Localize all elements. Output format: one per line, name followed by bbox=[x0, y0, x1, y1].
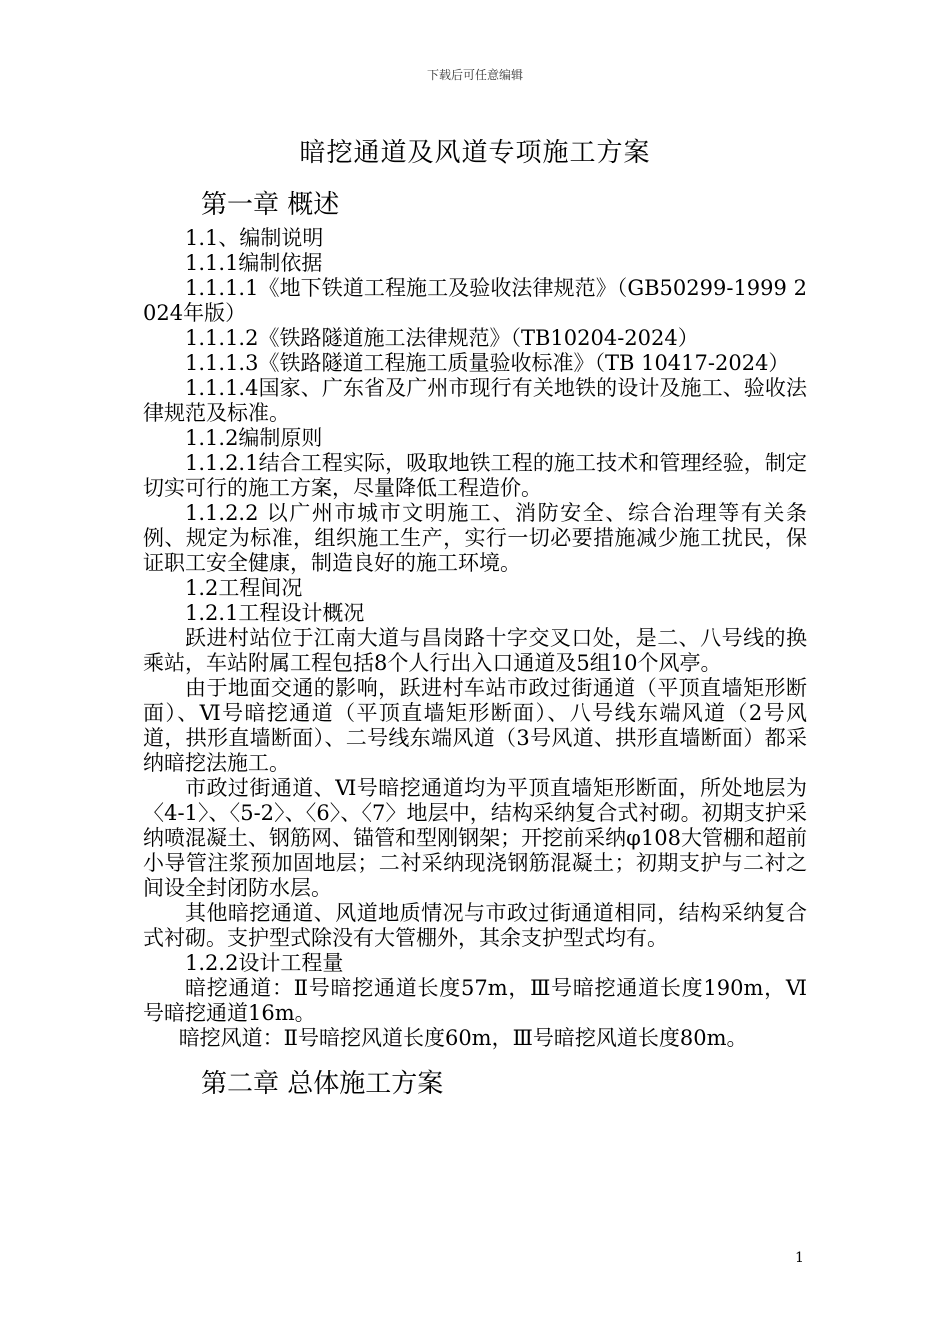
document-title: 暗挖通道及风道专项施工方案 bbox=[299, 138, 651, 168]
section-heading: 1.1.1编制依据 bbox=[185, 251, 323, 275]
paragraph: 1.1.1.2《铁路隧道施工法律规范》（TB10204-2024） bbox=[185, 326, 699, 350]
section-heading: 1.1、编制说明 bbox=[185, 226, 324, 250]
paragraph: 1.1.1.3《铁路隧道工程施工质量验收标准》（TB 10417-2024） bbox=[185, 351, 790, 375]
paragraph: 暗挖通道：Ⅱ号暗挖通道长度57m，Ⅲ号暗挖通道长度190m，Ⅵ号暗挖通道16m。 bbox=[143, 976, 807, 1025]
paragraph: 暗挖风道：Ⅱ号暗挖风道长度60m，Ⅲ号暗挖风道长度80m。 bbox=[178, 1026, 748, 1050]
document-body bbox=[143, 184, 807, 1105]
page-number: 1 bbox=[795, 1250, 804, 1266]
section-heading: 1.2工程间况 bbox=[185, 576, 303, 600]
paragraph: 跃进村站位于江南大道与昌岗路十字交叉口处，是二、八号线的换乘站，车站附属工程包括8个人行出入口通道及5组10个风亭。 bbox=[143, 626, 807, 675]
paragraph: 1.1.1.1《地下铁道工程施工及验收法律规范》（GB50299-1999 2024年版） bbox=[143, 276, 807, 325]
paragraph: 其他暗挖通道、风道地质情况与市政过街通道相同，结构采纳复合式衬砌。支护型式除没有大管棚外，其余支护型式均有。 bbox=[143, 901, 807, 950]
chapter-1-heading: 第一章 概述 bbox=[201, 190, 340, 220]
section-heading: 1.1.2编制原则 bbox=[185, 426, 323, 450]
chapter-2-heading: 第二章 总体施工方案 bbox=[201, 1069, 444, 1099]
paragraph: 1.1.1.4国家、广东省及广州市现行有关地铁的设计及施工、验收法律规范及标准。 bbox=[143, 376, 807, 425]
paragraph: 1.1.2.1结合工程实际，吸取地铁工程的施工技术和管理经验，制定切实可行的施工方案，尽量降低工程造价。 bbox=[143, 451, 807, 500]
paragraph: 市政过街通道、Ⅵ号暗挖通道均为平顶直墙矩形断面，所处地层为〈4-1〉、〈5-2〉、〈6〉、〈7〉地层中，结构采纳复合式衬砌。初期支护采纳喷混凝土、钢筋网、锚管和型刚钢架；开挖前采纳φ108大管棚和超前小导管注浆预加固地层；二衬采纳现浇钢筋混凝土；初期支护与二衬之间设全封闭防水层。 bbox=[143, 776, 807, 900]
section-heading: 1.2.1工程设计概况 bbox=[185, 601, 365, 625]
section-heading: 1.2.2设计工程量 bbox=[185, 951, 344, 975]
paragraph: 1.1.2.2 以广州市城市文明施工、消防安全、综合治理等有关条例、规定为标准，组织施工生产，实行一切必要措施减少施工扰民，保证职工安全健康，制造良好的施工环境。 bbox=[143, 501, 807, 575]
page-header: 下载后可任意编辑 bbox=[426, 68, 523, 82]
paragraph: 由于地面交通的影响，跃进村车站市政过街通道（平顶直墙矩形断面）、Ⅵ号暗挖通道（平顶直墙矩形断面）、八号线东端风道（2号风道，拱形直墙断面）、二号线东端风道（3号风道、拱形直墙断面）都采纳暗挖法施工。 bbox=[143, 676, 807, 775]
